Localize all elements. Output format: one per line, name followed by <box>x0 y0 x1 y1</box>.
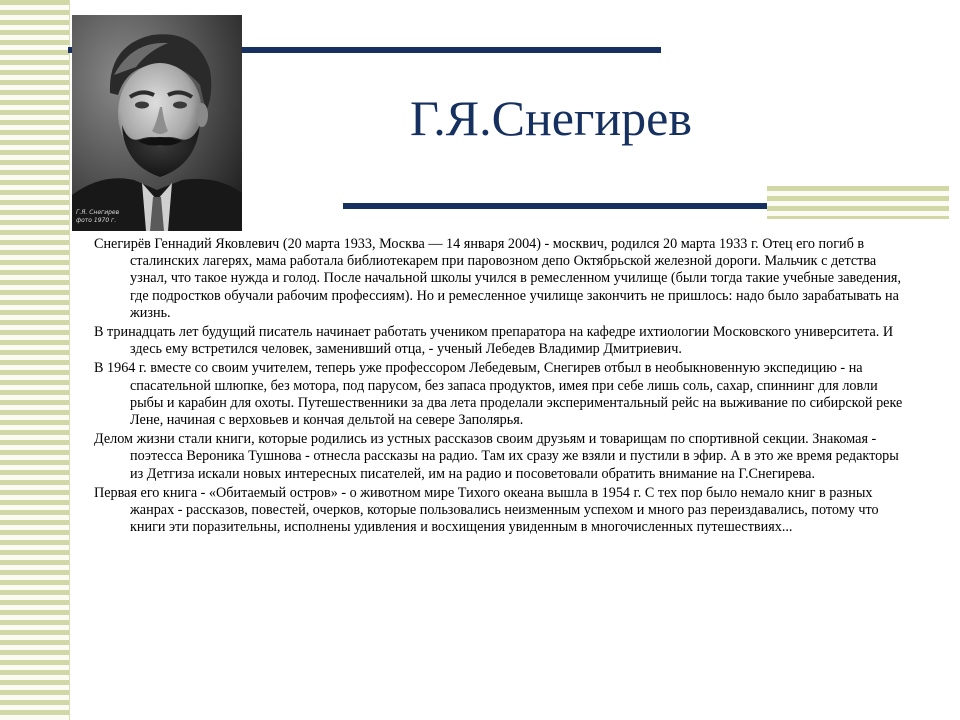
portrait-caption-name: Г.Я. Снегирев <box>76 209 120 216</box>
paragraph-university: В тринадцать лет будущий писатель начинает работать учеником препаратора на кафедре ихтиологии Московского университета. И здесь ему встретился человек, заменивший отца, - ученый Лебедев Владимир Дмитриевич. <box>94 324 894 358</box>
paragraph-first-book: Первая его книга - «Обитаемый остров» - о животном мире Тихого океана вышла в 1954 г. С тех пор было немало книг в разных жанрах - рассказов, повестей, очерков, которые пользовались неизменным успехом и много раз переиздавались, потому что книги эти поразительны, исполнены удивления и восхищения увиденным в многочисленных путешествиях... <box>94 484 879 536</box>
paragraph-expedition: В 1964 г. вместе со своим учителем, теперь уже профессором Лебедевым, Снегирев отбыл в необыкновенную экспедицию - на спасательной шлюпке, без мотора, под парусом, без запаса продуктов, имея при себе лишь соль, сахар, спиннинг для ловли рыбы и карабин для охоты. Путешественники за два лета проделали экспериментальный рейс на выживание по сибирской реке Лене, начиная с верховьев и кончая дельтой на севере Заполярья. <box>94 360 903 429</box>
accent-stripe-block <box>767 186 949 219</box>
slide-title: Г.Я.Снегирев <box>410 90 692 146</box>
paragraph-books: Делом жизни стали книги, которые родились из устных рассказов своим друзьям и товарищам по спортивной секции. Знакомая - поэтесса Вероника Тушнова - отнесла рассказы на радио. Там их сразу же взяли и пустили в эфир. А в это же время редакторы из Детгиза искали новых интересных писателей, им на радио и посоветовали обратить внимание на Г.Снегирева. <box>94 431 899 482</box>
author-portrait <box>72 15 242 231</box>
portrait-photo-icon <box>72 15 242 231</box>
paragraph-early-life: Снегирёв Геннадий Яковлевич (20 марта 1933, Москва — 14 января 2004) - москвич, родился 20 марта 1933 г. Отец его погиб в сталинских лагерях, мама работала библиотекарем при паровозном депо Октябрьской железной дороги. Мальчик с детства узнал, что такое нужда и голод. После начальной школы учился в ремесленном училище (были тогда такие учебные заведения, где подростков обучали рабочим профессиям). Но и ремесленное училище закончить не пришлось: надо было зарабатывать на жизнь. <box>94 236 902 321</box>
left-stripe-decoration <box>0 0 70 720</box>
portrait-caption <box>76 209 146 225</box>
portrait-caption-date: фото 1970 г. <box>76 217 117 224</box>
biography-text <box>94 236 914 538</box>
